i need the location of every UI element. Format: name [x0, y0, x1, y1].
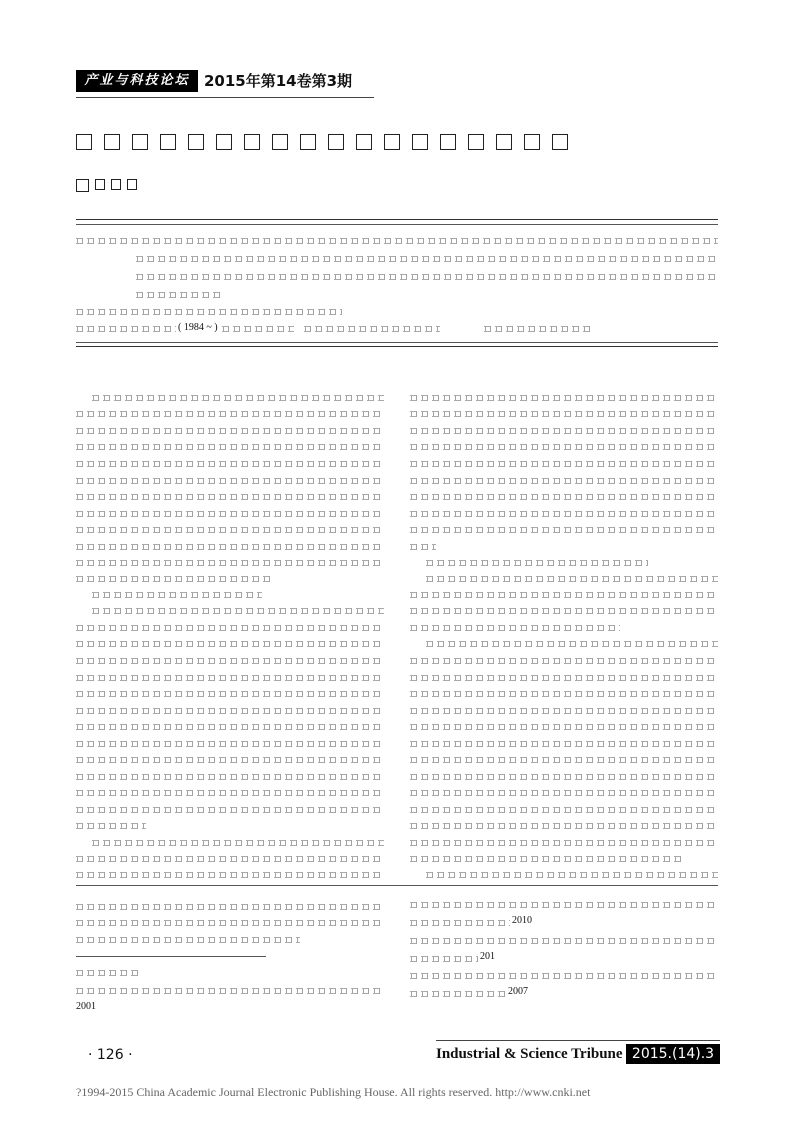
body-line	[410, 478, 718, 484]
body-line	[410, 856, 684, 862]
body-line	[76, 511, 384, 517]
body-line	[410, 708, 718, 714]
body-line	[426, 872, 718, 878]
body-line	[76, 741, 384, 747]
body-line	[76, 428, 384, 434]
body-line	[76, 937, 300, 943]
column-bottom-rule	[76, 885, 718, 886]
author-info-line	[304, 326, 440, 332]
journal-tag: 产业与科技论坛	[76, 70, 198, 92]
reference-1-year: 2001	[76, 1001, 96, 1012]
body-line	[76, 576, 272, 582]
body-line	[76, 411, 384, 417]
abstract-top-rule-2	[76, 224, 718, 225]
masthead-rule	[76, 97, 374, 98]
body-line	[76, 757, 384, 763]
body-line	[76, 872, 384, 878]
body-line	[76, 790, 384, 796]
keywords-line	[76, 309, 342, 315]
body-line	[410, 511, 718, 517]
author-name	[76, 179, 137, 192]
body-line	[410, 592, 718, 598]
reference-3-line	[410, 938, 718, 944]
body-line	[76, 807, 384, 813]
body-line	[76, 920, 384, 926]
body-line	[410, 840, 718, 846]
body-line	[76, 625, 384, 631]
body-line	[410, 428, 718, 434]
author-info-label	[76, 326, 176, 332]
reference-2-line	[410, 920, 510, 926]
body-line	[76, 675, 384, 681]
references-heading	[76, 970, 138, 976]
body-line	[76, 904, 384, 910]
body-line	[76, 478, 384, 484]
reference-2-year: 2010	[512, 915, 532, 926]
abstract-bottom-rule	[76, 342, 718, 343]
body-line	[426, 641, 718, 647]
body-line	[410, 608, 718, 614]
footer-rule	[436, 1040, 720, 1041]
body-line	[76, 527, 384, 533]
author-info-line	[484, 326, 594, 332]
body-line	[410, 741, 718, 747]
body-line	[410, 807, 718, 813]
section-heading	[92, 592, 262, 598]
author-info-line	[222, 326, 294, 332]
body-line	[410, 823, 718, 829]
abstract-bottom-rule-2	[76, 346, 718, 347]
reference-4-line	[410, 973, 718, 979]
abstract-line	[136, 256, 718, 262]
body-line	[92, 608, 384, 614]
body-line	[76, 544, 384, 550]
body-line	[410, 757, 718, 763]
body-line	[76, 641, 384, 647]
body-line	[76, 494, 384, 500]
body-line	[426, 576, 718, 582]
reference-4-line	[410, 991, 506, 997]
author-birth-year: ( 1984 ~ )	[178, 322, 218, 333]
abstract-line	[76, 238, 718, 244]
reference-3-line	[410, 956, 478, 962]
body-line	[76, 560, 384, 566]
body-line	[410, 691, 718, 697]
body-line	[92, 840, 384, 846]
body-line	[410, 774, 718, 780]
body-line	[410, 675, 718, 681]
issue-badge: 2015.(14).3	[626, 1044, 720, 1064]
body-line	[76, 774, 384, 780]
page-number: · 126 ·	[88, 1047, 133, 1063]
body-line	[410, 527, 718, 533]
body-line	[410, 444, 718, 450]
body-line	[76, 444, 384, 450]
body-line	[410, 625, 620, 631]
body-line	[410, 544, 436, 550]
body-line	[76, 708, 384, 714]
reference-4-year: 2007	[508, 986, 528, 997]
abstract-line	[136, 274, 718, 280]
issue-label: 2015年第14卷第3期	[204, 72, 353, 90]
body-line	[76, 724, 384, 730]
body-line	[410, 724, 718, 730]
body-line	[410, 395, 718, 401]
body-line	[76, 823, 146, 829]
references-rule	[76, 956, 266, 957]
abstract-line	[136, 292, 222, 298]
body-line	[410, 494, 718, 500]
body-line	[410, 790, 718, 796]
article-title	[76, 134, 568, 150]
body-line	[76, 856, 384, 862]
body-line	[76, 691, 384, 697]
reference-3-year: 201	[480, 951, 495, 962]
journal-name: Industrial & Science Tribune	[436, 1046, 623, 1062]
body-line	[410, 411, 718, 417]
abstract-top-rule	[76, 219, 718, 220]
body-line	[76, 658, 384, 664]
body-line	[76, 461, 384, 467]
body-line	[410, 658, 718, 664]
section-heading	[426, 560, 648, 566]
reference-1-line	[76, 988, 384, 994]
body-line	[410, 461, 718, 467]
copyright-line: ?1994-2015 China Academic Journal Electronic Publishing House. All rights reserved. http://www.cnki.net	[76, 1085, 591, 1099]
reference-2-line	[410, 902, 718, 908]
body-line	[92, 395, 384, 401]
